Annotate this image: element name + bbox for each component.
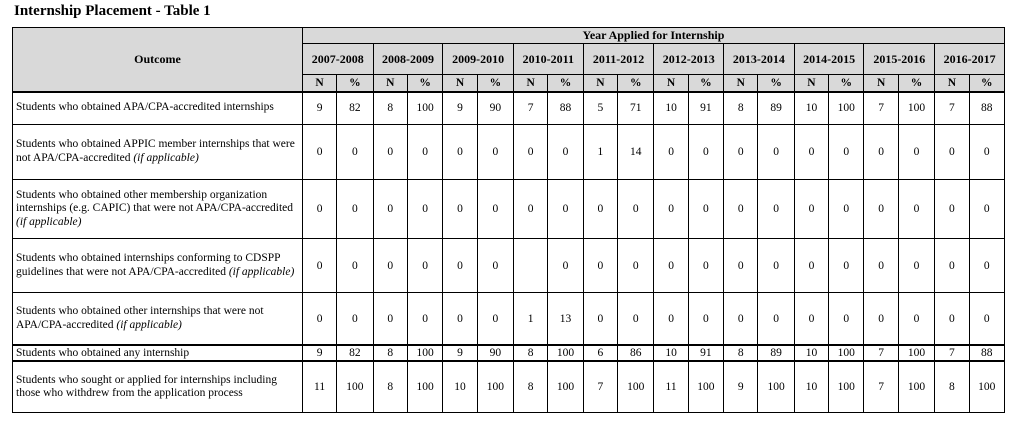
count-cell: 0 (935, 239, 969, 292)
n-column-header: N (302, 75, 336, 92)
count-cell: 0 (302, 180, 336, 239)
percent-cell: 0 (829, 239, 864, 292)
percent-cell: 0 (898, 239, 934, 292)
percent-cell: 0 (477, 239, 513, 292)
n-column-header: N (724, 75, 758, 92)
percent-cell: 100 (407, 361, 442, 412)
row-label-text: Students who obtained any internship (16, 346, 190, 359)
table-row (13, 124, 1005, 179)
count-cell: 8 (373, 361, 407, 412)
row-label (13, 239, 303, 292)
n-column-header: N (864, 75, 898, 92)
table-body (13, 92, 1005, 413)
year-header: 2013-2014 (724, 44, 795, 75)
percent-cell: 0 (618, 239, 654, 292)
row-label-qualifier: (if applicable) (16, 215, 82, 228)
table-title: Internship Placement - Table 1 (14, 3, 211, 19)
percent-cell: 100 (407, 92, 442, 125)
row-label-qualifier: (if applicable) (133, 151, 199, 164)
count-cell: 0 (864, 239, 898, 292)
row-label-text: Students who obtained other membership organization internships (e.g. CAPIC) that were not APA/CPA-accredited (16, 188, 294, 215)
count-cell: 1 (514, 292, 548, 345)
count-cell: 8 (935, 361, 969, 412)
outcome-header: Outcome (13, 28, 303, 92)
percent-cell: 71 (618, 92, 654, 125)
row-label-text: Students who obtained APA/CPA-accredited internships (16, 101, 274, 114)
count-cell: 0 (443, 124, 477, 179)
count-cell: 7 (935, 345, 969, 361)
count-cell: 8 (373, 92, 407, 125)
count-cell: 0 (654, 292, 688, 345)
percent-cell: 0 (758, 180, 794, 239)
count-cell: 0 (935, 292, 969, 345)
count-cell: 9 (302, 345, 336, 361)
count-cell: 0 (935, 180, 969, 239)
count-cell: 0 (583, 180, 617, 239)
count-cell: 7 (583, 361, 617, 412)
percent-cell: 100 (618, 361, 654, 412)
percent-cell: 100 (407, 345, 442, 361)
count-cell: 10 (654, 92, 688, 125)
count-cell: 0 (794, 292, 828, 345)
percent-cell: 0 (969, 239, 1004, 292)
count-cell: 8 (724, 345, 758, 361)
count-cell: 10 (654, 345, 688, 361)
percent-cell: 0 (407, 239, 442, 292)
count-cell: 9 (443, 345, 477, 361)
n-column-header: N (373, 75, 407, 92)
percent-cell: 82 (337, 345, 373, 361)
percent-cell: 89 (758, 92, 794, 125)
percent-cell: 0 (477, 180, 513, 239)
count-cell: 0 (864, 124, 898, 179)
count-cell: 0 (514, 124, 548, 179)
year-header: 2009-2010 (443, 44, 514, 75)
percent-cell: 100 (898, 361, 934, 412)
table-row (13, 239, 1005, 292)
percent-column-header: % (618, 75, 654, 92)
count-cell: 8 (373, 345, 407, 361)
table-row (13, 361, 1005, 412)
percent-cell: 82 (337, 92, 373, 125)
percent-cell: 100 (898, 92, 934, 125)
count-cell: 0 (443, 180, 477, 239)
percent-cell: 100 (548, 361, 583, 412)
row-label (13, 180, 303, 239)
row-label-text: Students who obtained other internships that were not APA/CPA-accredited (16, 305, 264, 331)
count-cell: 1 (583, 124, 617, 179)
percent-cell: 0 (969, 180, 1004, 239)
count-cell: 0 (373, 124, 407, 179)
count-cell: 0 (373, 292, 407, 345)
percent-cell: 89 (758, 345, 794, 361)
count-cell: 0 (583, 292, 617, 345)
row-label (13, 292, 303, 345)
percent-cell: 0 (407, 124, 442, 179)
count-cell: 7 (935, 92, 969, 125)
count-cell: 0 (935, 124, 969, 179)
percent-cell: 0 (337, 124, 373, 179)
count-cell: 0 (302, 292, 336, 345)
internship-placement-table (12, 27, 1005, 413)
percent-cell: 100 (969, 361, 1004, 412)
percent-cell: 100 (337, 361, 373, 412)
n-column-header: N (514, 75, 548, 92)
percent-cell: 0 (477, 124, 513, 179)
table-row (13, 345, 1005, 361)
percent-cell: 0 (407, 292, 442, 345)
year-header: 2010-2011 (514, 44, 584, 75)
percent-cell: 0 (898, 180, 934, 239)
count-cell: 0 (443, 292, 477, 345)
percent-cell: 0 (548, 124, 583, 179)
percent-cell: 0 (758, 239, 794, 292)
year-header: 2008-2009 (373, 44, 443, 75)
count-cell: 10 (443, 361, 477, 412)
count-cell: 11 (302, 361, 336, 412)
count-cell: 5 (583, 92, 617, 125)
count-cell: 0 (724, 124, 758, 179)
count-cell: 9 (302, 92, 336, 125)
percent-cell: 0 (829, 292, 864, 345)
row-label (13, 92, 303, 125)
count-cell: 0 (373, 180, 407, 239)
year-header: 2012-2013 (654, 44, 724, 75)
row-label-text: Students who sought or applied for internships including those who withdrew from the application process (16, 373, 277, 400)
count-cell: 9 (724, 361, 758, 412)
n-column-header: N (794, 75, 828, 92)
n-column-header: N (443, 75, 477, 92)
n-column-header: N (654, 75, 688, 92)
count-cell: 6 (583, 345, 617, 361)
count-cell: 7 (864, 361, 898, 412)
percent-cell: 88 (969, 345, 1004, 361)
percent-cell: 0 (969, 124, 1004, 179)
year-header: 2015-2016 (864, 44, 935, 75)
percent-cell: 0 (618, 180, 654, 239)
percent-cell: 90 (477, 345, 513, 361)
percent-cell: 86 (618, 345, 654, 361)
count-cell: 0 (864, 180, 898, 239)
count-cell: 8 (514, 345, 548, 361)
count-cell: 0 (724, 180, 758, 239)
row-label-qualifier: (if applicable) (116, 318, 182, 331)
count-cell: 8 (514, 361, 548, 412)
percent-cell: 0 (688, 124, 723, 179)
year-header: 2016-2017 (935, 44, 1005, 75)
count-cell: 0 (724, 239, 758, 292)
count-cell: 0 (583, 239, 617, 292)
percent-cell: 0 (548, 180, 583, 239)
table-row (13, 92, 1005, 125)
count-cell: 0 (794, 124, 828, 179)
percent-cell: 91 (688, 345, 723, 361)
row-label-text: Students who obtained internships conforming to CDSPP guidelines that were not APA/CPA-accredited (16, 252, 281, 278)
row-label-text: Students who obtained APPIC member internships that were not APA/CPA-accredited (16, 138, 295, 164)
year-header: 2011-2012 (583, 44, 654, 75)
count-cell: 0 (373, 239, 407, 292)
count-cell: 0 (724, 292, 758, 345)
percent-cell: 100 (758, 361, 794, 412)
percent-column-header: % (688, 75, 723, 92)
count-cell: 0 (654, 124, 688, 179)
count-cell: 0 (864, 292, 898, 345)
percent-column-header: % (548, 75, 583, 92)
percent-cell: 100 (548, 345, 583, 361)
percent-cell: 0 (337, 239, 373, 292)
table-row (13, 180, 1005, 239)
percent-cell: 0 (337, 292, 373, 345)
percent-column-header: % (898, 75, 934, 92)
percent-cell: 90 (477, 92, 513, 125)
count-cell: 11 (654, 361, 688, 412)
percent-cell: 100 (829, 361, 864, 412)
table-row (13, 292, 1005, 345)
percent-cell: 100 (898, 345, 934, 361)
percent-column-header: % (829, 75, 864, 92)
count-cell (514, 239, 548, 292)
percent-cell: 13 (548, 292, 583, 345)
count-cell: 0 (794, 239, 828, 292)
percent-cell: 0 (829, 124, 864, 179)
year-header: 2014-2015 (794, 44, 864, 75)
year-applied-group-header: Year Applied for Internship (302, 28, 1004, 44)
n-column-header: N (583, 75, 617, 92)
count-cell: 0 (654, 180, 688, 239)
percent-cell: 91 (688, 92, 723, 125)
percent-cell: 0 (618, 292, 654, 345)
percent-column-header: % (337, 75, 373, 92)
percent-cell: 100 (477, 361, 513, 412)
count-cell: 7 (514, 92, 548, 125)
n-column-header: N (935, 75, 969, 92)
count-cell: 7 (864, 345, 898, 361)
percent-cell: 0 (758, 124, 794, 179)
percent-cell: 14 (618, 124, 654, 179)
count-cell: 0 (302, 239, 336, 292)
percent-cell: 0 (969, 292, 1004, 345)
count-cell: 0 (654, 239, 688, 292)
year-header: 2007-2008 (302, 44, 373, 75)
percent-cell: 0 (688, 180, 723, 239)
count-cell: 0 (514, 180, 548, 239)
count-cell: 8 (724, 92, 758, 125)
percent-cell: 88 (969, 92, 1004, 125)
count-cell: 0 (794, 180, 828, 239)
percent-cell: 0 (407, 180, 442, 239)
count-cell: 10 (794, 361, 828, 412)
percent-cell: 100 (688, 361, 723, 412)
row-label (13, 361, 303, 412)
percent-cell: 0 (477, 292, 513, 345)
row-label (13, 124, 303, 179)
count-cell: 7 (864, 92, 898, 125)
count-cell: 9 (443, 92, 477, 125)
table-header (13, 28, 1005, 92)
percent-cell: 0 (688, 292, 723, 345)
percent-cell: 0 (898, 292, 934, 345)
percent-cell: 0 (337, 180, 373, 239)
percent-cell: 0 (758, 292, 794, 345)
count-cell: 0 (302, 124, 336, 179)
percent-cell: 100 (829, 345, 864, 361)
percent-cell: 88 (548, 92, 583, 125)
percent-cell: 0 (829, 180, 864, 239)
percent-column-header: % (969, 75, 1004, 92)
percent-cell: 0 (688, 239, 723, 292)
percent-cell: 100 (829, 92, 864, 125)
row-label (13, 345, 303, 361)
count-cell: 10 (794, 345, 828, 361)
count-cell: 10 (794, 92, 828, 125)
percent-cell: 0 (548, 239, 583, 292)
count-cell: 0 (443, 239, 477, 292)
row-label-qualifier: (if applicable) (228, 265, 295, 278)
percent-column-header: % (407, 75, 442, 92)
percent-cell: 0 (898, 124, 934, 179)
percent-column-header: % (477, 75, 513, 92)
percent-column-header: % (758, 75, 794, 92)
